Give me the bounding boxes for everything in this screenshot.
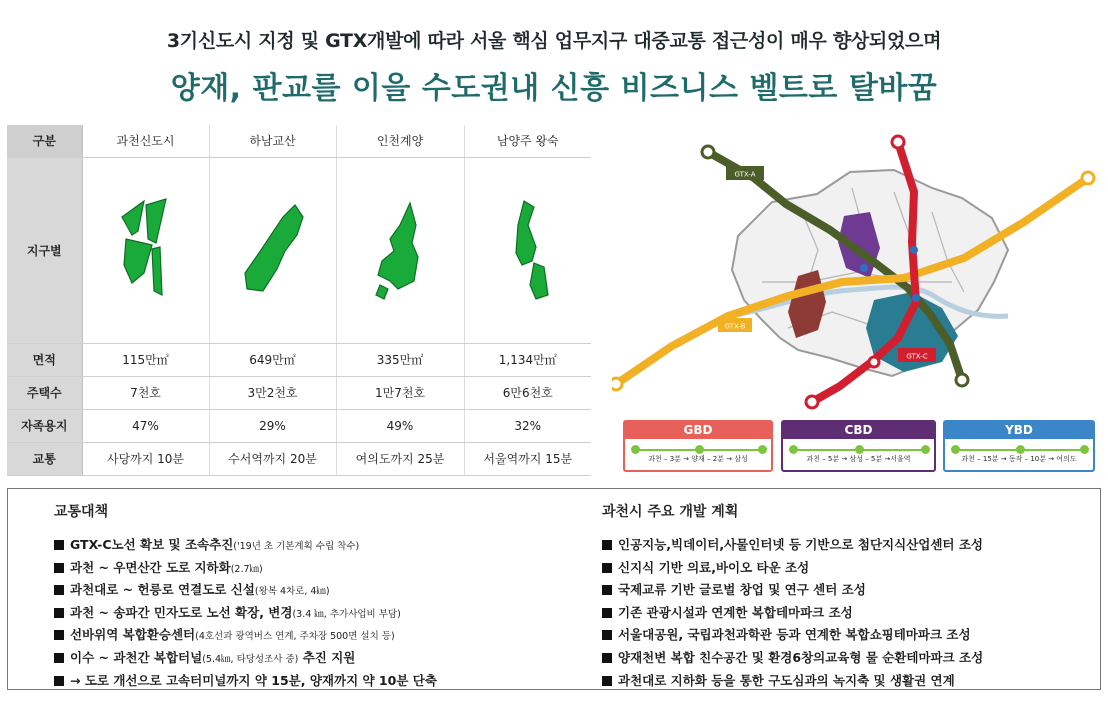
station-marker [806,396,818,408]
bullet-icon [602,585,612,595]
wangsuk-district-map [478,195,578,305]
route-dot [1080,445,1089,454]
list-item: 신지식 기반 의료,바이오 타운 조성 [602,558,983,581]
table-cell: 1,134만㎡ [464,343,591,376]
bullet-icon [54,540,64,550]
gtx-a-label: GTX-A [734,170,756,179]
district-label: 지구별 [7,157,82,343]
bullet-icon [54,630,64,640]
cbd-legend-title: CBD [783,422,934,439]
list-item: 과천 ~ 우면산간 도로 지하화(2.7㎞) [54,558,437,581]
table-row [7,376,591,409]
route-dot [695,445,704,454]
district-shape-cell [209,157,336,343]
transfer-station [910,246,918,254]
ybd-route-text: 과천 – 15분 → 동작 – 10분 → 여의도 [961,455,1077,463]
cbd-route-text: 과천 – 5분 → 삼성 – 5분 →서울역 [806,455,911,463]
gbd-legend [623,420,773,472]
table-header-row [7,125,591,157]
headline [0,26,1108,107]
cbd-legend [781,420,936,472]
gbd-legend-title: GBD [625,422,771,439]
list-item: 국제교류 기반 글로벌 창업 및 연구 센터 조성 [602,580,983,603]
gtx-b-label: GTX-B [724,322,746,331]
table-cell: 29% [209,409,336,442]
list-item: GTX-C노선 확보 및 조속추진('19년 초 기본계획 수립 착수) [54,535,437,558]
bullet-icon [54,608,64,618]
list-item: 과천대로 지하화 등을 통한 구도심과의 녹지축 및 생활권 연계 [602,671,983,694]
table-row [7,343,591,376]
transport-policy-title: 교통대책 [54,504,109,520]
list-item: 서울대공원, 국립과천과학관 등과 연계한 복합쇼핑테마파크 조성 [602,625,983,648]
area-label: 면적 [7,343,82,376]
gtx-c-label: GTX-C [906,352,928,361]
list-item: 과천대로 ~ 헌릉로 연결도로 신설(왕복 4차로, 4㎞) [54,580,437,603]
households-label: 주택수 [7,376,82,409]
bullet-icon [54,585,64,595]
route-dot [951,445,960,454]
table-cell: 1만7천호 [336,376,464,409]
route-dot [789,445,798,454]
district-shape-cell [336,157,464,343]
district-shape-row [7,157,591,343]
column-header: 남양주 왕숙 [464,125,591,157]
gyeyang-district-map [350,195,450,305]
table-cell: 32% [464,409,591,442]
development-plan-section [602,489,983,693]
table-cell: 649만㎡ [209,343,336,376]
table-cell: 47% [82,409,209,442]
route-dot [631,445,640,454]
transport-policy-section [54,489,437,693]
district-shape-cell [464,157,591,343]
table-cell: 수서역까지 20분 [209,442,336,475]
bullet-icon [54,653,64,663]
route-dot [921,445,930,454]
bullet-icon [54,563,64,573]
list-item: 인공지능,빅데이터,사물인터넷 등 기반으로 첨단지식산업센터 조성 [602,535,983,558]
table-cell: 49% [336,409,464,442]
transfer-station [912,294,920,302]
plans-box [7,488,1101,690]
station-marker [869,357,879,367]
bullet-icon [602,630,612,640]
station-marker [892,136,904,148]
self-sufficiency-label: 자족용지 [7,409,82,442]
route-dot [1016,445,1025,454]
table-cell: 335만㎡ [336,343,464,376]
table-cell: 사당까지 10분 [82,442,209,475]
list-item: → 도로 개선으로 고속터미널까지 약 15분, 양재까지 약 10분 단축 [54,671,437,694]
hanam-district-map [223,195,323,305]
list-item: 과천 ~ 송파간 민자도로 노선 확장, 변경(3.4 ㎞, 추가사업비 부담) [54,603,437,626]
list-item: 양재천변 복합 친수공간 및 환경6창의교육형 물 순환테마파크 조성 [602,648,983,671]
table-cell: 115만㎡ [82,343,209,376]
gwacheon-district-map [96,195,196,305]
bullet-icon [602,563,612,573]
gtx-route-map [612,132,1102,412]
development-plan-title: 과천시 주요 개발 계획 [602,504,739,520]
list-item: 기존 관광시설과 연계한 복합테마파크 조성 [602,603,983,626]
list-item: 이수 ~ 과천간 복합터널(5.4㎞, 타당성조사 중) 추진 지원 [54,648,437,671]
table-cell: 6만6천호 [464,376,591,409]
bullet-icon [602,540,612,550]
ybd-legend-title: YBD [945,422,1093,439]
bullet-icon [602,676,612,686]
table-cell: 여의도까지 25분 [336,442,464,475]
column-header: 과천신도시 [82,125,209,157]
transport-label: 교통 [7,442,82,475]
headline-subtitle: 3기신도시 지정 및 GTX개발에 따라 서울 핵심 업무지구 대중교통 접근성이 매우 향상되었으며 [166,30,942,52]
ybd-legend [943,420,1095,472]
column-header: 하남교산 [209,125,336,157]
new-town-comparison-table [7,125,591,476]
table-row [7,409,591,442]
station-marker [956,374,968,386]
headline-title: 양재, 판교를 이을 수도권내 신흥 비즈니스 벨트로 탈바꿈 [170,71,938,106]
column-header: 인천계양 [336,125,464,157]
bullet-icon [54,676,64,686]
station-marker [702,146,714,158]
table-cell: 서울역까지 15분 [464,442,591,475]
category-label: 구분 [7,125,82,157]
route-dot [855,445,864,454]
list-item: 선바위역 복합환승센터(4호선과 광역버스 연계, 주차장 500면 설치 등) [54,625,437,648]
table-cell: 7천호 [82,376,209,409]
bullet-icon [602,653,612,663]
station-marker [612,378,622,390]
route-dot [758,445,767,454]
table-cell: 3만2천호 [209,376,336,409]
table-row [7,442,591,475]
station-marker [1082,172,1094,184]
gbd-route-text: 과천 – 3분 → 양재 – 2분 → 삼성 [648,455,748,463]
transfer-station [860,264,868,272]
bullet-icon [602,608,612,618]
district-shape-cell [82,157,209,343]
